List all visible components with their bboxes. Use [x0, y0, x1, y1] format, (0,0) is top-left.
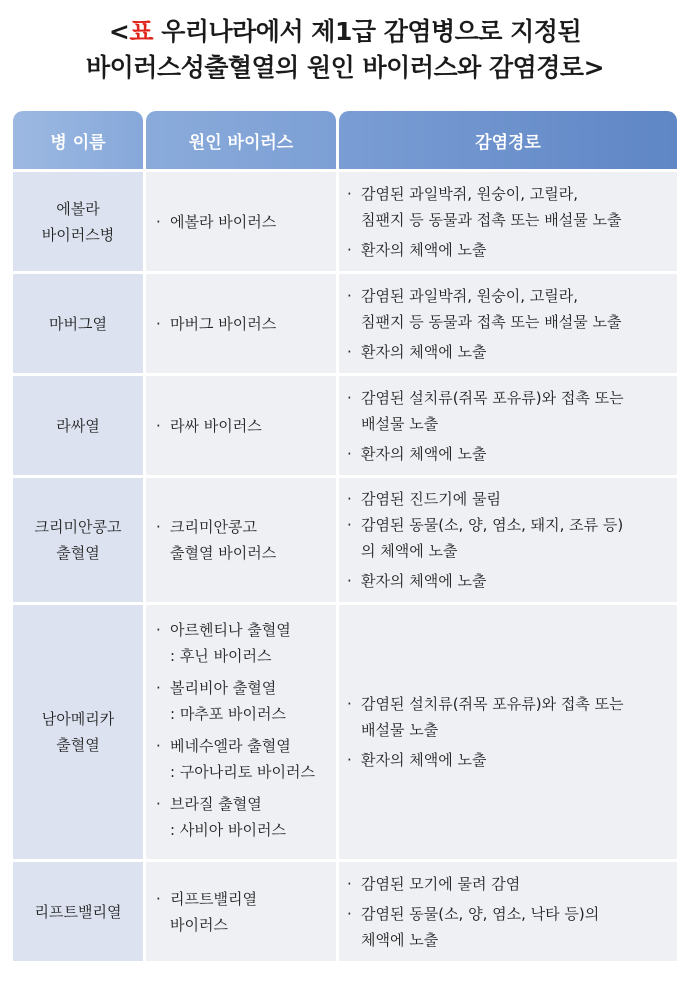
disease-name-cell [13, 862, 143, 961]
route-text: 의 체액에 노출 [361, 542, 458, 560]
route-text: 환자의 체액에 노출 [361, 572, 487, 590]
title-line-2: 바이러스성출혈열의 원인 바이러스와 감염경로> [85, 53, 605, 82]
table-row [13, 274, 677, 373]
virus-text: 브라질 출혈열 [170, 795, 262, 813]
virus-text: 마버그 바이러스 [170, 314, 277, 333]
disease-name-cell [13, 274, 143, 373]
route-text: 감염된 과일박쥐, 원숭이, 고릴라, [361, 286, 578, 305]
route-text: 환자의 체액에 노출 [361, 240, 487, 259]
route-cell: · 감염된 설치류(쥐목 포유류)와 접촉 또는 배설물 노출 · 환자의 체액에 노출 [339, 605, 677, 859]
disease-name-line: 마버그열 [49, 314, 107, 333]
virus-text: 바이러스 [170, 915, 228, 934]
virus-cell: · 라싸 바이러스 [146, 376, 336, 475]
table-row [13, 605, 677, 859]
route-text: 감염된 진드기에 물림 [361, 490, 501, 508]
disease-name-line: 출혈열 [56, 736, 100, 754]
title-label: 표 [129, 17, 153, 46]
table-row [13, 862, 677, 961]
table-row [13, 376, 677, 475]
virus-cell: · 리프트밸리열 바이러스 [146, 862, 336, 961]
virus-cell: · 마버그 바이러스 [146, 274, 336, 373]
title-line-1 [0, 14, 690, 50]
route-text: 감염된 설치류(쥐목 포유류)와 접촉 또는 [361, 388, 624, 407]
header-row [13, 111, 677, 169]
route-text: 환자의 체액에 노출 [361, 444, 487, 463]
virus-text: : 후닌 바이러스 [170, 647, 272, 665]
route-cell: · 감염된 진드기에 물림 · 감염된 동물(소, 양, 염소, 돼지, 조류 등) 의 체액에 노출 · 환자의 체액에 노출 [339, 478, 677, 602]
virus-text: : 구아나리토 바이러스 [170, 763, 316, 781]
header-route: 감염경로 [339, 111, 677, 169]
route-text: 배설물 노출 [361, 721, 439, 739]
table-row [13, 478, 677, 602]
route-text: 감염된 설치류(쥐목 포유류)와 접촉 또는 [361, 695, 624, 713]
route-text: 체액에 노출 [361, 930, 439, 949]
virus-text: 에볼라 바이러스 [170, 212, 277, 231]
title-line1-text: 우리나라에서 제1급 감염병으로 지정된 [152, 17, 582, 46]
route-text: 감염된 과일박쥐, 원숭이, 고릴라, [361, 184, 578, 203]
disease-name-line: 리프트밸리열 [34, 902, 122, 921]
virus-text: 라싸 바이러스 [170, 416, 262, 435]
header-virus: 원인 바이러스 [146, 111, 336, 169]
disease-name-line: 크리미안콩고 [34, 518, 122, 536]
virus-cell: · 에볼라 바이러스 [146, 172, 336, 271]
disease-name-line: 라싸열 [56, 416, 100, 435]
route-cell: · 감염된 과일박쥐, 원숭이, 고릴라, 침팬지 등 동물과 접촉 또는 배설물 노출 · 환자의 체액에 노출 [339, 274, 677, 373]
route-text: 침팬지 등 동물과 접촉 또는 배설물 노출 [361, 210, 622, 229]
route-cell: · 감염된 모기에 물려 감염 · 감염된 동물(소, 양, 염소, 낙타 등)의 체액에 노출 [339, 862, 677, 961]
disease-name-cell [13, 376, 143, 475]
header-disease-name: 병 이름 [13, 111, 143, 169]
route-text: 감염된 모기에 물려 감염 [361, 874, 521, 893]
disease-name-line: 에볼라 [56, 199, 100, 218]
route-text: 감염된 동물(소, 양, 염소, 돼지, 조류 등) [361, 516, 624, 534]
disease-name-cell [13, 172, 143, 271]
disease-name-line: 남아메리카 [41, 710, 115, 728]
title-bracket: < [108, 17, 130, 46]
route-text: 감염된 동물(소, 양, 염소, 낙타 등)의 [361, 904, 600, 923]
virus-text: 리프트밸리열 [170, 889, 257, 908]
virus-text: 크리미안콩고 [170, 518, 257, 536]
virus-text: : 마추포 바이러스 [170, 705, 287, 723]
route-text: 환자의 체액에 노출 [361, 751, 487, 769]
virus-cell: · 아르헨티나 출혈열 : 후닌 바이러스 · 볼리비아 출혈열 : 마추포 바이러스 · 베네수엘라 출혈열 : 구아나리토 바이러스 · 브라질 출혈열 : 사비아 바이러스 [146, 605, 336, 859]
virus-text: 출혈열 바이러스 [170, 544, 277, 562]
virus-text: : 사비아 바이러스 [170, 821, 287, 839]
table-title [0, 14, 690, 86]
disease-name-line: 출혈열 [56, 544, 100, 562]
route-text: 침팬지 등 동물과 접촉 또는 배설물 노출 [361, 312, 622, 331]
route-cell: · 감염된 설치류(쥐목 포유류)와 접촉 또는 배설물 노출 · 환자의 체액에 노출 [339, 376, 677, 475]
virus-table [10, 108, 680, 964]
virus-text: 아르헨티나 출혈열 [170, 621, 291, 639]
virus-cell: · 크리미안콩고 출혈열 바이러스 [146, 478, 336, 602]
disease-name-line: 바이러스병 [41, 225, 115, 244]
disease-name-cell [13, 605, 143, 859]
table-row [13, 172, 677, 271]
route-text: 배설물 노출 [361, 414, 439, 433]
virus-text: 볼리비아 출혈열 [170, 679, 277, 697]
virus-text: 베네수엘라 출혈열 [170, 737, 291, 755]
route-text: 환자의 체액에 노출 [361, 342, 487, 361]
disease-name-cell [13, 478, 143, 602]
route-cell: · 감염된 과일박쥐, 원숭이, 고릴라, 침팬지 등 동물과 접촉 또는 배설물 노출 · 환자의 체액에 노출 [339, 172, 677, 271]
